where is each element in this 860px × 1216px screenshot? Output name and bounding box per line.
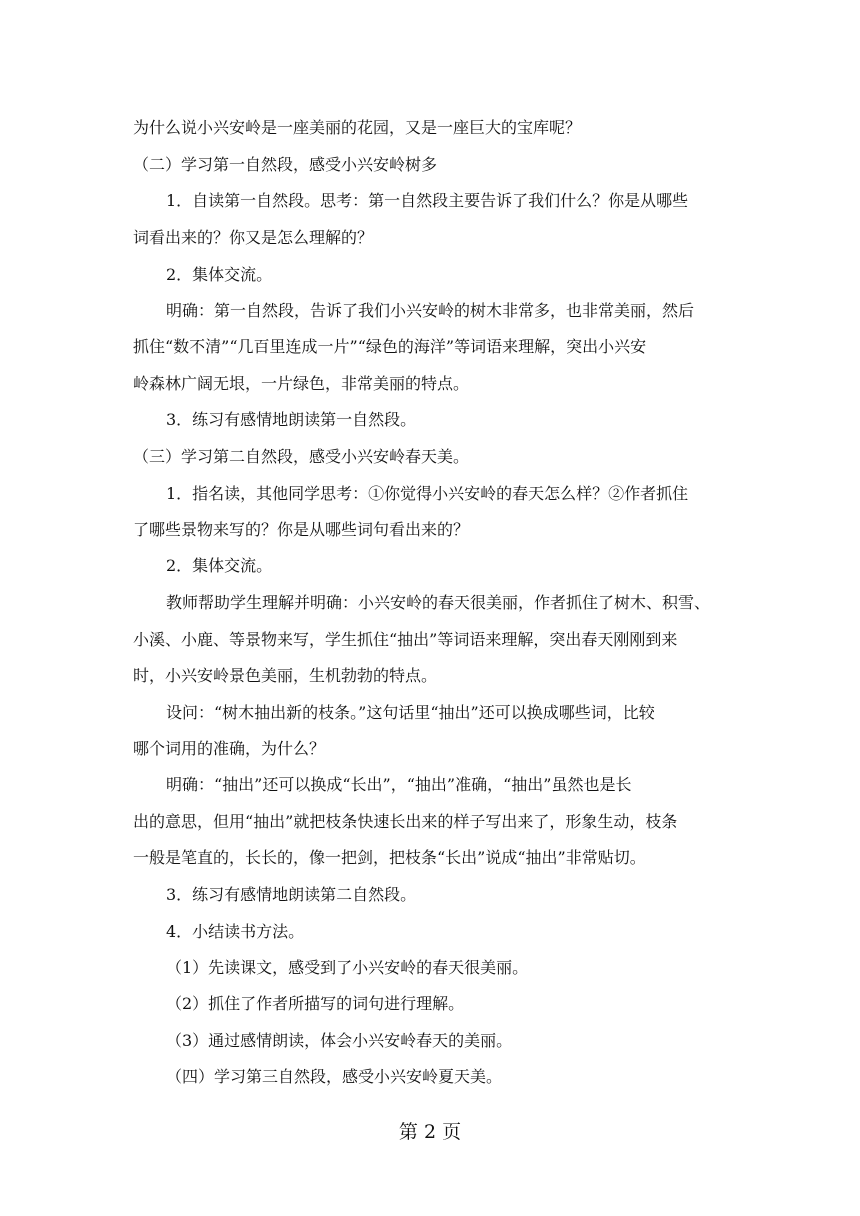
text-line: 岭森林广阔无垠，一片绿色，非常美丽的特点。 xyxy=(133,374,470,393)
list-item: （1）先读课文，感受到了小兴安岭的春天很美丽。 xyxy=(166,958,529,977)
text-line: 出的意思，但用“抽出”就把枝条快速长出来的样子写出来了，形象生动，枝条 xyxy=(133,812,678,831)
list-item: （2）抓住了作者所描写的词句进行理解。 xyxy=(166,994,465,1013)
text-line: 抓住“数不清”“几百里连成一片”“绿色的海洋”等词语来理解，突出小兴安 xyxy=(133,337,647,356)
text-line: 3．练习有感情地朗读第一自然段。 xyxy=(166,410,417,429)
text-line: 明确：第一自然段，告诉了我们小兴安岭的树木非常多，也非常美丽，然后 xyxy=(166,301,695,320)
text-line: 教师帮助学生理解并明确：小兴安岭的春天很美丽，作者抓住了树木、积雪、 xyxy=(166,593,711,612)
text-line: 1．自读第一自然段。思考：第一自然段主要告诉了我们什么？你是从哪些 xyxy=(166,191,689,210)
text-line: 小溪、小鹿、等景物来写，学生抓住“抽出”等词语来理解，突出春天刚刚到来 xyxy=(133,630,678,649)
text-line: 设问：“树木抽出新的枝条。”这句话里“抽出”还可以换成哪些词，比较 xyxy=(166,703,655,722)
text-line: 明确：“抽出”还可以换成“长出”，“抽出”准确，“抽出”虽然也是长 xyxy=(166,775,632,794)
text-line: 1．指名读，其他同学思考：①你觉得小兴安岭的春天怎么样？②作者抓住 xyxy=(166,484,689,503)
page-number: 第 2 页 xyxy=(398,1121,462,1143)
section-heading: （三）学习第二自然段，感受小兴安岭春天美。 xyxy=(133,447,470,466)
section-heading: （二）学习第一自然段，感受小兴安岭树多 xyxy=(133,155,438,174)
section-heading: （四）学习第三自然段，感受小兴安岭夏天美。 xyxy=(166,1067,503,1086)
list-item: （3）通过感情朗读，体会小兴安岭春天的美丽。 xyxy=(166,1031,513,1050)
text-line: 3．练习有感情地朗读第二自然段。 xyxy=(166,885,417,904)
text-line: 2．集体交流。 xyxy=(166,556,273,575)
text-line: 一般是笔直的，长长的，像一把剑，把枝条“长出”说成“抽出”非常贴切。 xyxy=(133,848,646,867)
text-line: 为什么说小兴安岭是一座美丽的花园，又是一座巨大的宝库呢？ xyxy=(133,118,582,137)
text-line: 2．集体交流。 xyxy=(166,265,273,284)
text-line: 时，小兴安岭景色美丽，生机勃勃的特点。 xyxy=(133,666,438,685)
text-line: 4．小结读书方法。 xyxy=(166,922,305,941)
text-line: 了哪些景物来写的？你是从哪些词句看出来的？ xyxy=(133,520,470,539)
text-line: 哪个词用的准确，为什么？ xyxy=(133,739,326,758)
text-line: 词看出来的？你又是怎么理解的？ xyxy=(133,228,374,247)
